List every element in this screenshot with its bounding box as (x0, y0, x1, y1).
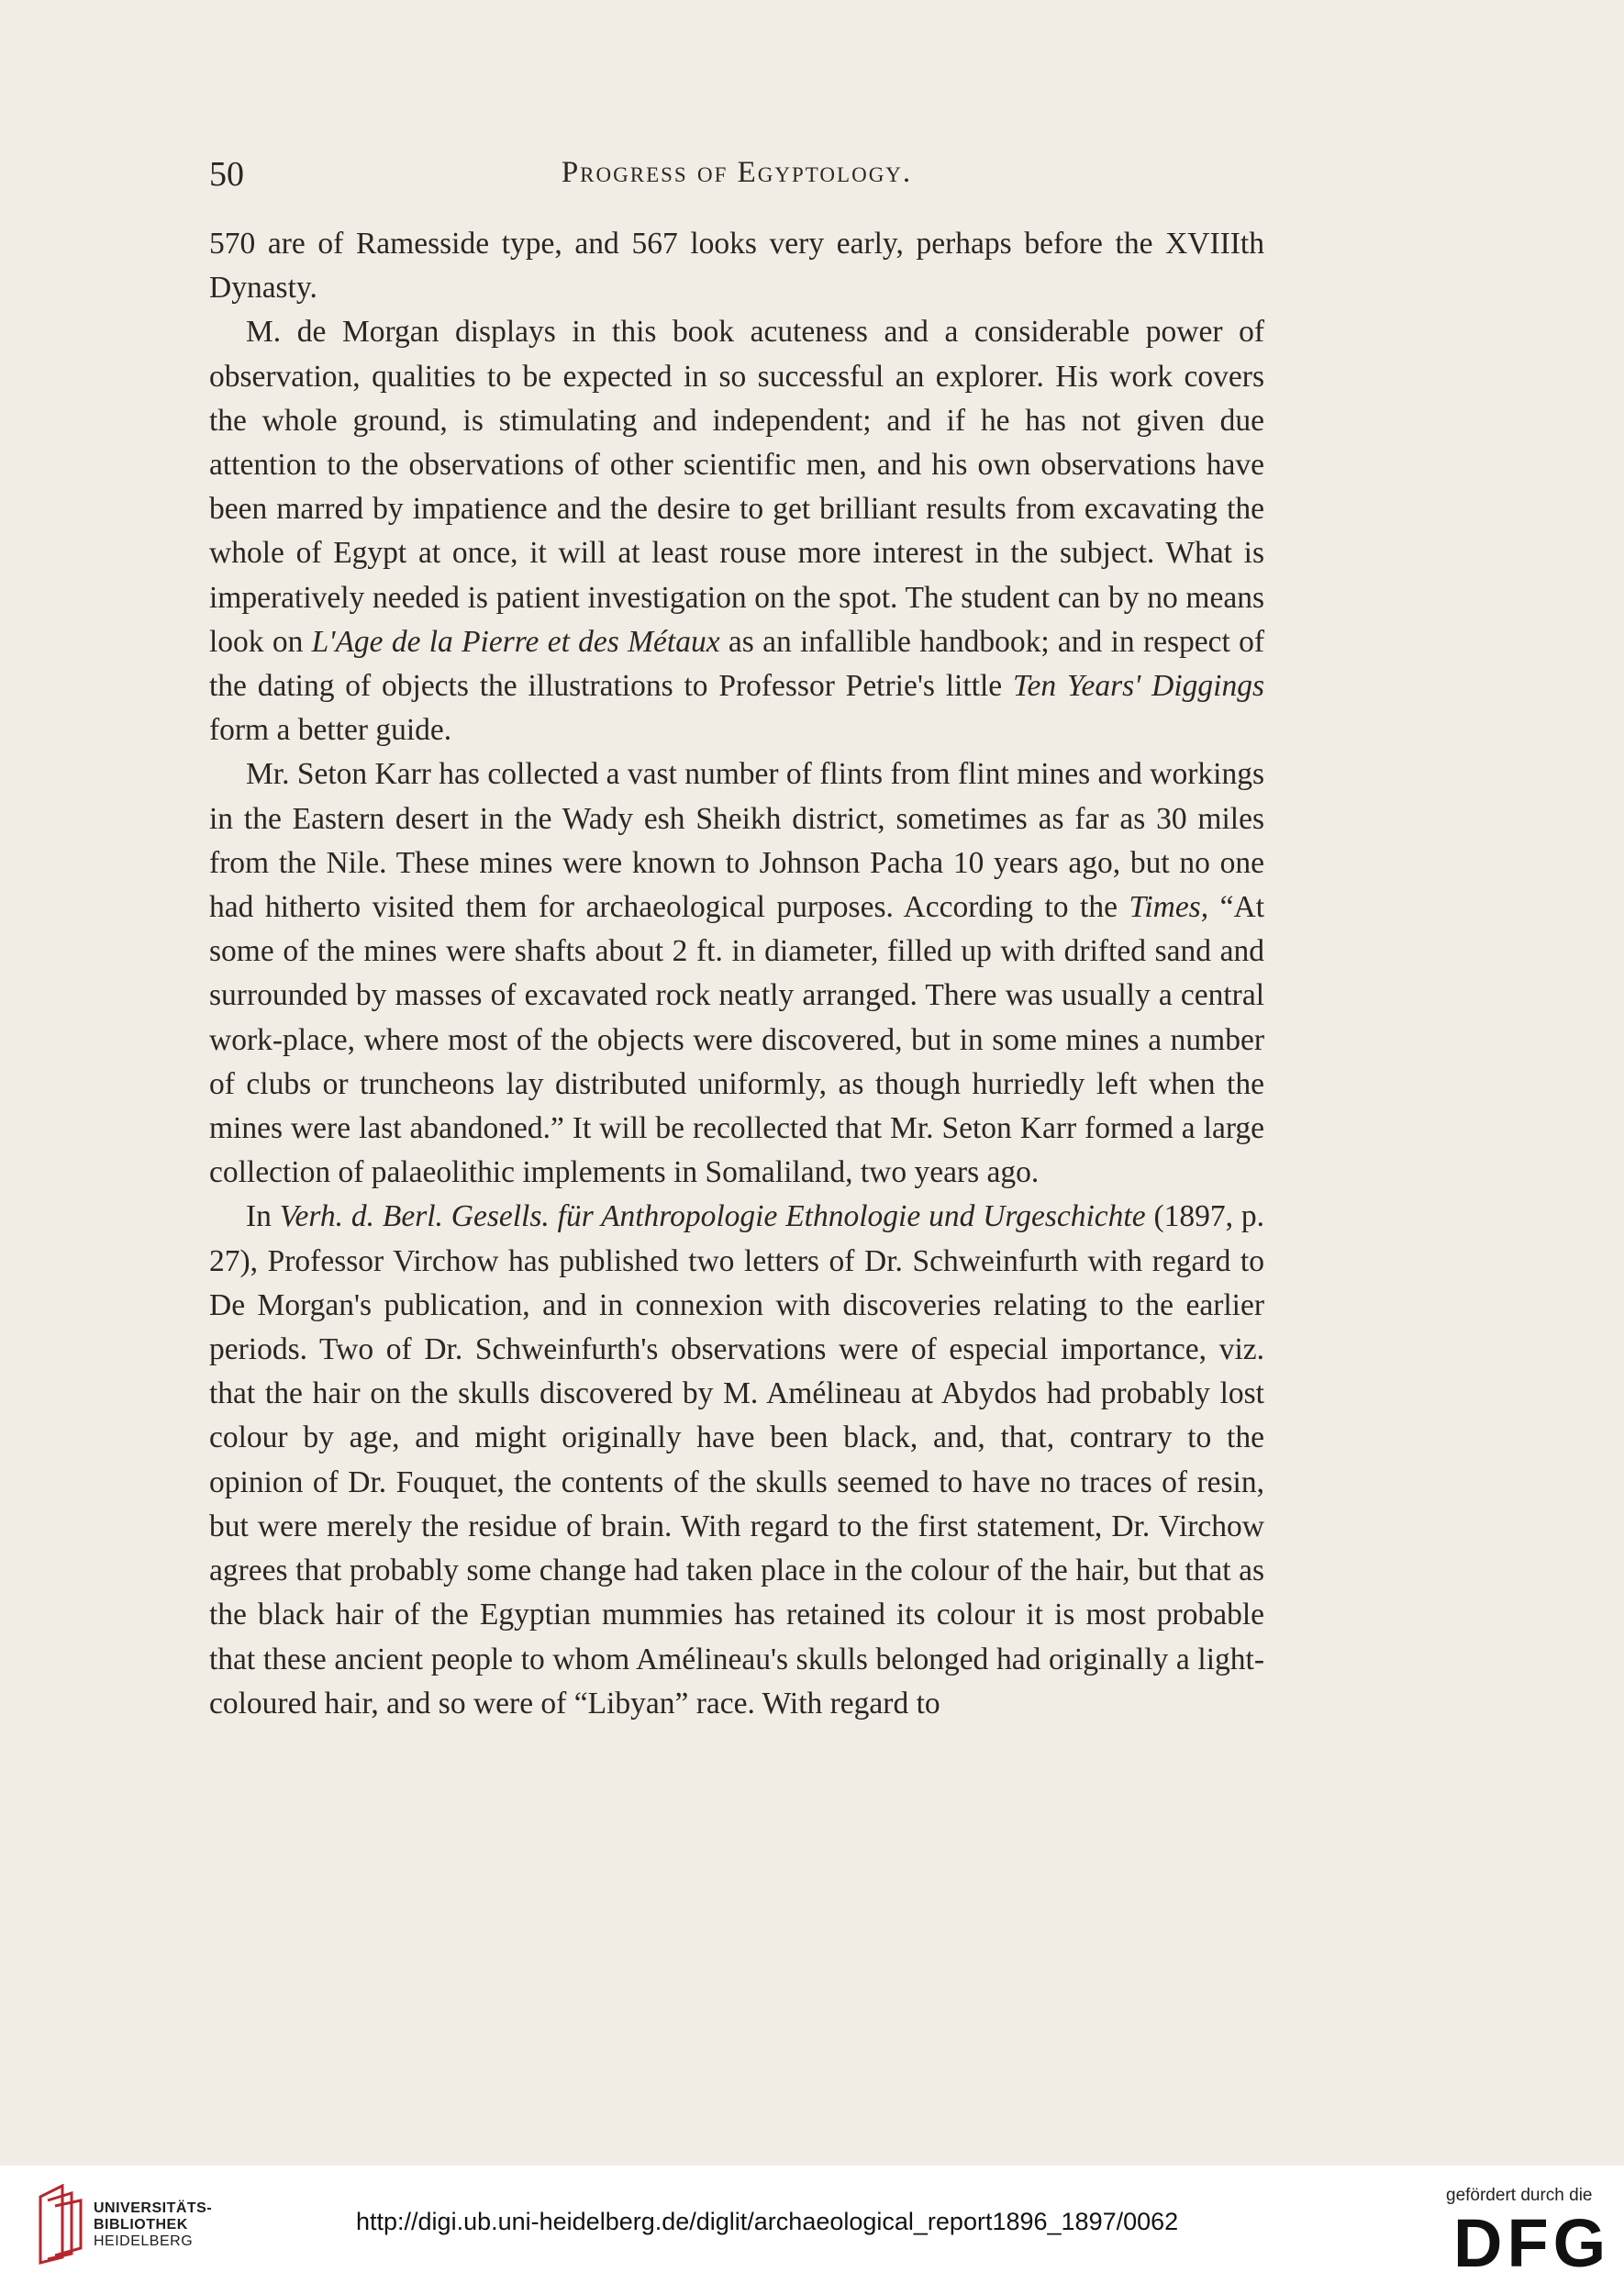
paragraph-4-text-b: (1897, p. 27), Professor Virchow has published two letters of Dr. Schweinfurth with regard to De Morgan's publication, and in connexion with discoveries relating to the earlier periods. Two of Dr. Schweinfurth's observations were of especial importance, viz. that the hair on the skulls discovered by M. Amélineau at Abydos had probably lost colour by age, and might originally have been black, and, that, contrary to the opinion of Dr. Fouquet, the contents of the skulls seemed to have no traces of resin, but were merely the residue of brain. With regard to the first statement, Dr. Virchow agrees that probably some change had taken place in the colour of the hair, but that as the black hair of the Egyptian mummies has retained its colour it is most probable that these ancient people to whom Amélineau's skulls belonged had originally a light-coloured hair, and so were of “Libyan” race. With regard to (209, 1199, 1265, 1721)
paragraph-3-text-a: Mr. Seton Karr has collected a vast number of flints from flint mines and workings in the Eastern desert in the Wady esh Sheikh district, sometimes as far as 30 miles from the Nile. These mines were known to Johnson Pacha 10 years ago, but no one had hitherto visited them for archaeological purposes. According to the (209, 757, 1264, 925)
running-head: Progress of Egyptology. (561, 156, 913, 189)
paragraph-2-text-c: form a better guide. (209, 713, 452, 748)
library-name-line-1: UNIVERSITÄTS- (94, 2200, 213, 2216)
dfg-logo[interactable]: DFG (1453, 2205, 1611, 2281)
paragraph-3-text-b: “At some of the mines were shafts about 2 ft. in diameter, filled up with drifted sand and surrounded by masses of excavated rock neatly arranged. There was usually a central work-place, where most of the objects were discovered, but in some mines a number of clubs or truncheons lay distributed uniformly, as though hurriedly left when the mines were last abandoned.” It will be recollected that Mr. Seton Karr formed a large collection of palaeolithic implements in Somaliland, two years ago. (209, 890, 1265, 1190)
library-name (94, 2200, 212, 2250)
book-title-lage: L'Age de la Pierre et des Métaux (311, 624, 720, 659)
paragraph-4-text-a: In (246, 1199, 280, 1234)
library-name-line-3: HEIDELBERG (94, 2233, 194, 2249)
book-title-ten-years: Ten Years' Diggings (1012, 669, 1264, 704)
paragraph-2-text-a: M. de Morgan displays in this book acuteness and a considerable power of observation, qualities to be expected in so successful an explorer. His work covers the whole ground, is stimulating and independent; and if he has not given due attention to the observations of other scientific men, and his own observations have been marred by impatience and the desire to get brilliant results from excavating the whole of Egypt at once, it will at least rouse more interest in the subject. What is imperatively needed is patient investigation on the spot. The student can by no means look on (209, 315, 1264, 659)
permalink-url[interactable]: http://digi.ub.uni-heidelberg.de/diglit/archaeological_report1896_1897/0062 (356, 2208, 1179, 2235)
journal-title-verh: Verh. d. Berl. Gesells. für Anthropologie Ethnologie und Urgeschichte (279, 1199, 1146, 1234)
paragraph-3 (209, 752, 1264, 1195)
newspaper-title-times: Times, (1129, 890, 1209, 925)
paragraph-2 (209, 310, 1264, 752)
digitization-footer (0, 2166, 1624, 2283)
paragraph-1: 570 are of Ramesside type, and 567 looks very early, perhaps before the XVIIIth Dynasty. (209, 227, 1264, 306)
funded-by-label: gefördert durch die (1446, 2186, 1593, 2205)
body-text (209, 222, 1264, 1726)
university-library-logo-icon[interactable] (35, 2184, 86, 2265)
library-name-line-2: BIBLIOTHEK (94, 2217, 188, 2233)
page-number: 50 (209, 155, 244, 194)
page-header (209, 154, 1264, 200)
paragraph-4 (209, 1195, 1264, 1725)
paragraph-2-text-b: as an infallible handbook; and in respect of the dating of objects the illustrations to Professor Petrie's little (209, 624, 1264, 704)
